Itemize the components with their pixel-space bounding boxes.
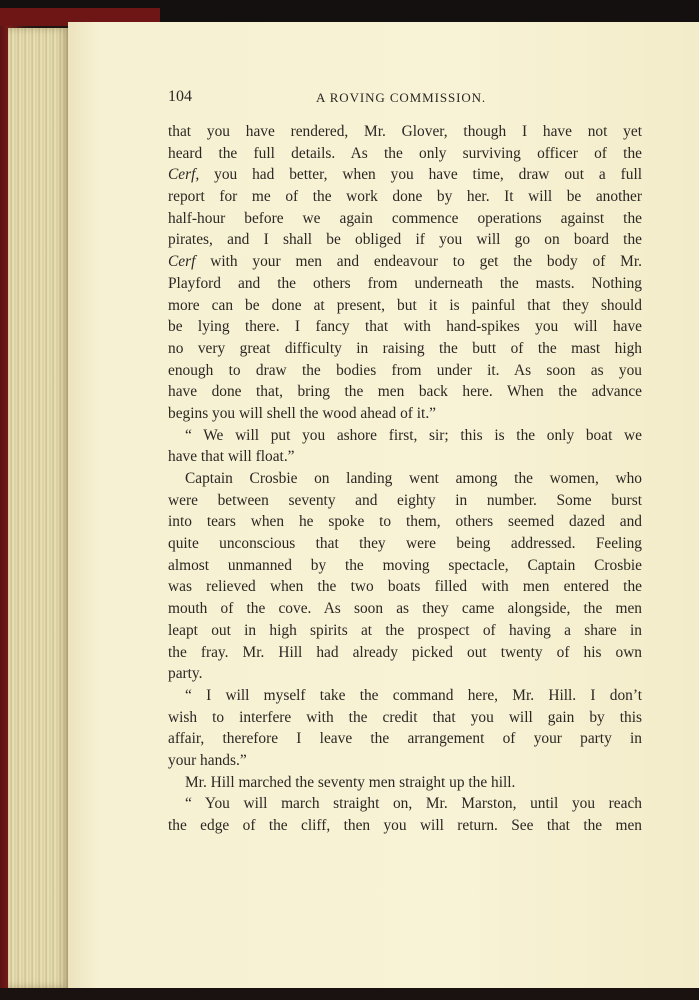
page-number: 104 <box>168 88 192 105</box>
text-line: pirates, and I shall be obliged if you will go on board the <box>168 231 642 249</box>
text-line: mouth of the cove. As soon as they came alongside, the men <box>168 600 642 618</box>
text-line: heard the full details. As the only surviving officer of the <box>168 144 642 162</box>
text-line: the edge of the cliff, then you will return. See that the men <box>168 817 642 834</box>
text-line: have that will float.” <box>168 448 295 466</box>
text-line: report for me of the work done by her. It will be another <box>168 188 642 206</box>
italic-ship-name: Cerf <box>168 253 196 271</box>
page-header <box>168 88 642 108</box>
text-line: more can be done at present, but it is painful that they should <box>168 296 642 314</box>
text-line: were between seventy and eighty in number. Some burst <box>168 491 642 509</box>
text-line: Cerf with your men and endeavour to get the body of Mr. <box>168 253 642 271</box>
text-line: the fray. Mr. Hill had already picked out twenty of his own <box>168 643 642 661</box>
text-line: that you have rendered, Mr. Glover, though I have not yet <box>168 123 642 140</box>
text-line: party. <box>168 665 203 683</box>
text-line: almost unmanned by the moving spectacle, Captain Crosbie <box>168 556 642 574</box>
page-edges <box>8 28 70 988</box>
text-line: Cerf, you had better, when you have time, draw out a full <box>168 166 642 184</box>
text-line: be lying there. I fancy that with hand-spikes you will have <box>168 318 642 336</box>
text-line: Captain Crosbie on landing went among the women, who <box>185 470 642 487</box>
text-line: Playford and the others from underneath the masts. Nothing <box>168 274 642 292</box>
body-text <box>168 121 642 837</box>
text-line: Mr. Hill marched the seventy men straight up the hill. <box>185 773 516 791</box>
text-line: affair, therefore I leave the arrangement of your party in <box>168 730 642 748</box>
text-line: leapt out in high spirits at the prospect of having a share in <box>168 621 642 639</box>
text-line: into tears when he spoke to them, others seemed dazed and <box>168 513 642 531</box>
text-line: half-hour before we again commence operations against the <box>168 209 642 227</box>
italic-ship-name: Cerf, <box>168 166 200 184</box>
text-line: “ I will myself take the command here, Mr. Hill. I don’t <box>185 686 642 704</box>
text-line: have done that, bring the men back here. When the advance <box>168 383 642 401</box>
bottom-shadow <box>0 988 699 1000</box>
text-line: begins you will shell the wood ahead of it.” <box>168 404 436 422</box>
text-line: quite unconscious that they were being addressed. Feeling <box>168 535 642 553</box>
text-line: wish to interfere with the credit that you will gain by this <box>168 708 642 726</box>
text-line: your hands.” <box>168 751 247 769</box>
text-line: was relieved when the two boats filled with men entered the <box>168 578 642 596</box>
text-line: enough to draw the bodies from under it. As soon as you <box>168 361 642 379</box>
text-line: no very great difficulty in raising the butt of the mast high <box>168 339 642 357</box>
text-line: “ You will march straight on, Mr. Marston, until you reach <box>185 795 642 813</box>
running-head: A ROVING COMMISSION. <box>316 90 487 105</box>
text-line: “ We will put you ashore first, sir; this is the only boat we <box>185 426 642 444</box>
